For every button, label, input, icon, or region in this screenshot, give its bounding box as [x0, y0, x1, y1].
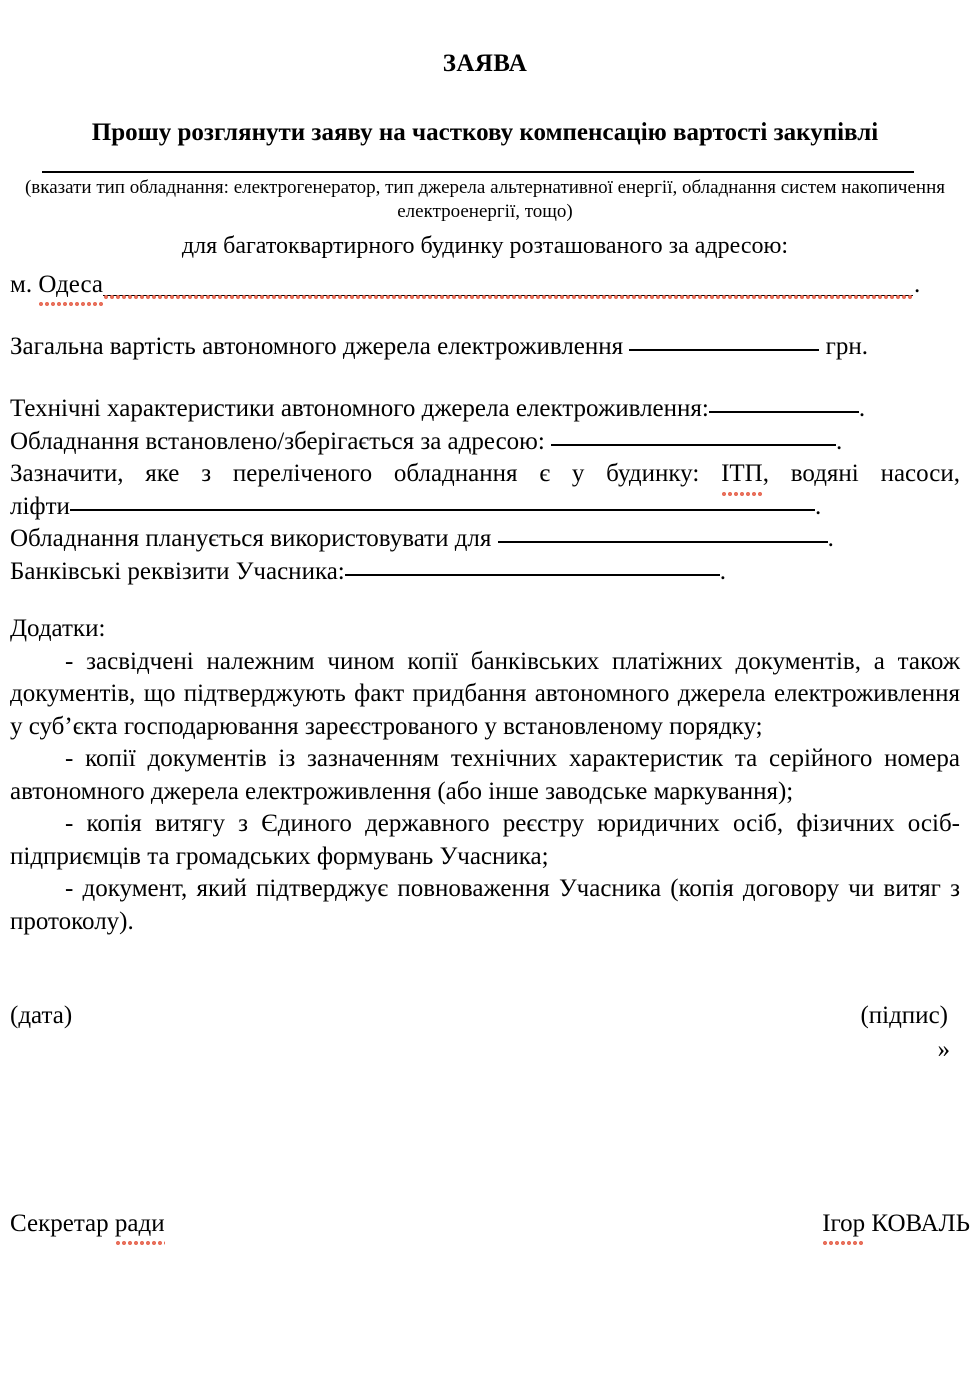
- closing-quote: »: [937, 1036, 950, 1064]
- footer-role-text: Секретар: [10, 1210, 115, 1237]
- address-intro: для багатоквартирного будинку розташованого за адресою:: [181, 233, 789, 260]
- installed-address-label: Обладнання встановлено/зберігається за адресою:: [10, 427, 545, 455]
- attachment-item: - документ, який підтверджує повноваження Учасника (копія договору чи витяг з протоколу).: [10, 875, 960, 935]
- footer-role-spellchecked[interactable]: ради: [115, 1208, 165, 1240]
- footer-name: [822, 1208, 970, 1240]
- equipment-list-label-a: Зазначити, яке з переліченого обладнання є у будинку:: [10, 460, 700, 488]
- itp-abbreviation-spellchecked[interactable]: ІТП: [721, 458, 763, 491]
- tech-specs-label: Технічні характеристики автономного джерела електроживлення:: [10, 395, 709, 423]
- equipment-caption: (вказати тип обладнання: електрогенератор, тип джерела альтернативної енергії, обладнання систем накопичення електроенергії, тощо): [24, 177, 945, 222]
- total-cost-unit: грн.: [825, 332, 869, 360]
- lift-line: [10, 491, 960, 524]
- total-cost-input[interactable]: [629, 349, 819, 351]
- installed-address-period: .: [836, 427, 843, 455]
- footer-role: [10, 1208, 165, 1240]
- equipment-list-label-b: , водяні насоси,: [762, 460, 960, 488]
- bank-details-label: Банківські реквізити Учасника:: [10, 557, 345, 585]
- signature-label: (підпис): [860, 1002, 948, 1030]
- attachment-item: - копія витягу з Єдиного державного реєстру юридичних осіб, фізичних осіб-підприємців та громадських формувань Учасника;: [10, 810, 960, 870]
- attachments-heading: Додатки:: [10, 615, 106, 643]
- address-period: .: [914, 270, 921, 298]
- tech-specs-period: .: [858, 395, 866, 423]
- attachment-item: - копії документів із зазначенням технічних характеристик та серійного номера автономного джерела електроживлення (або інше заводське маркування);: [10, 745, 960, 805]
- equipment-list-line: [10, 458, 960, 491]
- address-fill-line[interactable]: [103, 294, 913, 296]
- document-subtitle: Прошу розглянути заяву на часткову компенсацію вартості закупівлі: [91, 119, 879, 146]
- spacer: [10, 938, 960, 1000]
- signature-row: [10, 1000, 960, 1034]
- bank-details-period: .: [719, 557, 727, 585]
- equipment-fill-rule-wrap: [10, 149, 960, 173]
- planned-use-period: .: [827, 525, 834, 553]
- page-title: ЗАЯВА: [442, 50, 528, 77]
- planned-use-line: [10, 523, 960, 556]
- total-cost-line: [10, 331, 960, 364]
- tech-specs-line: [10, 393, 960, 426]
- total-cost-label: Загальна вартість автономного джерела електроживлення: [10, 332, 624, 360]
- spacer: [10, 588, 960, 613]
- tech-specs-input[interactable]: [709, 411, 859, 413]
- city-name-spellchecked[interactable]: Одеса: [38, 269, 103, 301]
- lift-label: ліфти: [10, 492, 70, 520]
- spacer: [10, 363, 960, 393]
- installed-address-input[interactable]: [551, 444, 836, 446]
- lift-input[interactable]: [70, 509, 815, 511]
- planned-use-label: Обладнання планується використовувати для: [10, 525, 492, 553]
- footer-lastname: КОВАЛЬ: [865, 1210, 970, 1237]
- city-prefix: м.: [10, 270, 39, 298]
- footer-signature-row: [10, 1208, 970, 1248]
- spacer: [10, 301, 960, 331]
- footer-firstname-spellchecked[interactable]: Ігор: [822, 1208, 865, 1240]
- closing-quote-row: [10, 1034, 960, 1068]
- date-label: (дата): [10, 1002, 73, 1030]
- lift-period: .: [814, 492, 822, 520]
- bank-details-input[interactable]: [345, 574, 720, 576]
- address-line: [10, 262, 960, 301]
- attachment-item: - засвідчені належним чином копії банківських платіжних документів, а також документів, що підтверджують факт придбання автономного джерела електроживлення у суб’єкта господарювання зареєстрованого у встановленому порядку;: [10, 647, 960, 740]
- bank-details-line: [10, 556, 960, 589]
- installed-address-line: [10, 426, 960, 459]
- planned-use-input[interactable]: [498, 541, 828, 543]
- document-body: [10, 0, 960, 1068]
